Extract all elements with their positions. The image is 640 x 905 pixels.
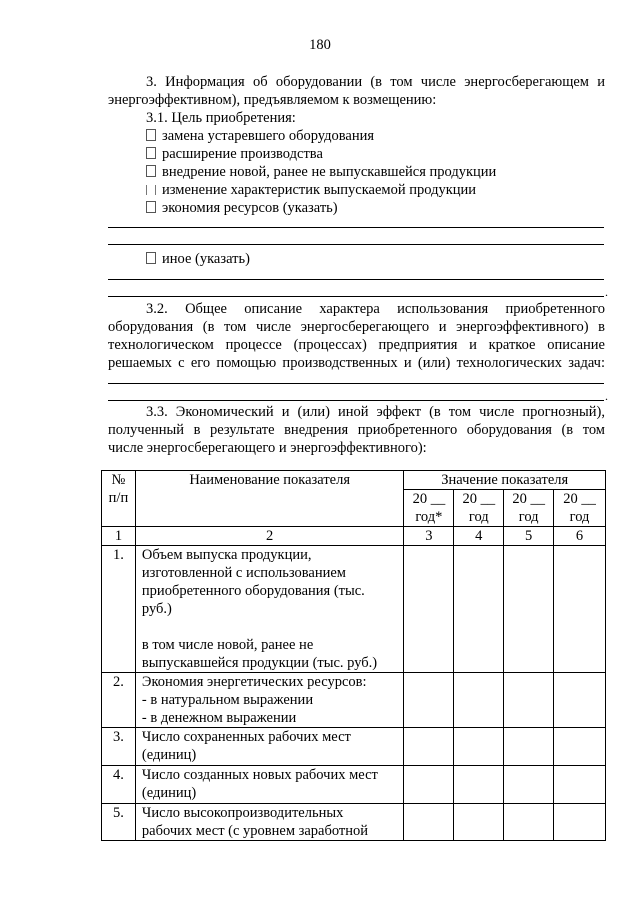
table-row	[102, 546, 606, 673]
fill-in-line[interactable]	[108, 400, 604, 401]
header-year[interactable]	[404, 490, 454, 527]
row-line: Объем выпуска продукции,	[141, 547, 312, 563]
option-label: внедрение новой, ранее не выпускавшейся продукции	[162, 164, 497, 180]
row-number: 3.	[102, 728, 136, 766]
fill-in-line[interactable]	[108, 244, 604, 245]
row-description	[135, 804, 404, 841]
row-line: - в натуральном выражении	[141, 692, 314, 708]
header-value: Значение показателя	[404, 471, 606, 490]
col-number: 4	[454, 527, 504, 546]
fill-in-line[interactable]	[108, 279, 604, 280]
value-cell[interactable]	[504, 673, 554, 728]
row-line: Экономия энергетических ресурсов:	[141, 674, 367, 690]
value-cell[interactable]	[504, 766, 554, 804]
option-expand-production[interactable]	[108, 145, 605, 163]
col-number: 3	[404, 527, 454, 546]
sub31-title: 3.1. Цель приобретения:	[146, 110, 296, 126]
table-row	[102, 804, 606, 841]
option-other[interactable]	[108, 250, 605, 268]
row-line: приобретенного оборудования (тыс.	[141, 583, 365, 599]
year-suffix: год*	[415, 509, 443, 525]
header-num-symbol: №	[111, 472, 126, 488]
value-cell[interactable]	[554, 546, 606, 673]
row-line: (единиц)	[141, 785, 197, 801]
row-description	[135, 546, 404, 673]
fill-in-line[interactable]	[108, 296, 604, 297]
option-label: замена устаревшего оборудования	[162, 128, 375, 144]
header-num	[102, 471, 136, 527]
col-number: 5	[504, 527, 554, 546]
row-line: изготовленной с использованием	[141, 565, 346, 581]
option-label: иное (указать)	[162, 251, 250, 267]
option-label: расширение производства	[162, 146, 323, 162]
value-cell[interactable]	[554, 766, 606, 804]
header-name: Наименование показателя	[135, 471, 404, 527]
row-number: 2.	[102, 673, 136, 728]
row-line: Число высокопроизводительных	[141, 805, 344, 821]
value-cell[interactable]	[404, 546, 454, 673]
header-year[interactable]	[504, 490, 554, 527]
option-replace-equipment[interactable]	[108, 127, 605, 145]
value-cell[interactable]	[404, 673, 454, 728]
year-field[interactable]: 20 __	[462, 491, 496, 507]
row-line: - в денежном выражении	[141, 710, 297, 726]
value-cell[interactable]	[554, 673, 606, 728]
sub33-line: полученный в результате внедрения приобретенного оборудования (в том	[108, 422, 605, 438]
section3-intro: 3. Информация об оборудовании (в том числе энергосберегающем и	[146, 74, 605, 90]
sub32-line: 3.2. Общее описание характера использования приобретенного	[146, 301, 605, 317]
row-line: Число сохраненных рабочих мест	[141, 729, 351, 745]
fill-in-line[interactable]	[108, 227, 604, 228]
row-line: выпускавшейся продукции (тыс. руб.)	[141, 655, 378, 671]
row-line: (единиц)	[141, 747, 197, 763]
row-number: 1.	[102, 546, 136, 673]
row-line: рабочих мест (с уровнем заработной	[141, 823, 369, 839]
year-field[interactable]: 20 __	[412, 491, 446, 507]
option-new-product[interactable]	[108, 163, 605, 181]
col-number: 1	[102, 527, 136, 546]
row-line: Число созданных новых рабочих мест	[141, 767, 378, 783]
checkbox-icon[interactable]	[146, 147, 156, 159]
table-row	[102, 673, 606, 728]
col-number: 2	[135, 527, 404, 546]
row-line	[142, 618, 401, 636]
year-suffix: год	[518, 509, 539, 525]
row-description	[135, 766, 404, 804]
sub33-line: 3.3. Экономический и (или) иной эффект (в том числе прогнозный),	[146, 404, 605, 420]
option-change-characteristics[interactable]	[108, 181, 605, 199]
year-field[interactable]: 20 __	[563, 491, 596, 507]
row-line: в том числе новой, ранее не	[141, 637, 314, 653]
page-number: 180	[309, 37, 331, 53]
table-row	[102, 766, 606, 804]
row-description	[135, 673, 404, 728]
checkbox-icon[interactable]	[146, 185, 156, 195]
checkbox-icon[interactable]	[146, 252, 156, 264]
row-number: 5.	[102, 804, 136, 841]
checkbox-icon[interactable]	[146, 165, 156, 177]
value-cell[interactable]	[454, 546, 504, 673]
sub32-line: решаемых с его помощью производственных и (или) технологических задач:	[108, 355, 605, 371]
row-number: 4.	[102, 766, 136, 804]
year-suffix: год	[468, 509, 489, 525]
value-cell[interactable]	[504, 546, 554, 673]
sub32-line: оборудования (в том числе энергосберегающего и энергоэффективного) в	[108, 319, 605, 335]
value-cell[interactable]	[554, 728, 606, 766]
sub32-line: технологическом процессе (процессах) предприятия и краткое описание	[108, 337, 605, 353]
checkbox-icon[interactable]	[146, 129, 156, 141]
value-cell[interactable]	[454, 673, 504, 728]
row-description	[135, 728, 404, 766]
header-num-abbr: п/п	[108, 490, 129, 506]
header-year[interactable]	[454, 490, 504, 527]
indicators-table	[101, 470, 606, 841]
value-cell[interactable]	[454, 728, 504, 766]
value-cell[interactable]	[404, 804, 454, 841]
value-cell[interactable]	[454, 804, 504, 841]
checkbox-icon[interactable]	[146, 201, 156, 213]
option-label: экономия ресурсов (указать)	[162, 200, 338, 216]
column-numbers-row	[102, 527, 606, 546]
option-resource-saving[interactable]	[108, 199, 605, 217]
year-suffix: год	[569, 509, 590, 525]
value-cell[interactable]	[404, 728, 454, 766]
col-number: 6	[554, 527, 606, 546]
header-year[interactable]	[554, 490, 606, 527]
section3-intro-cont: энергоэффективном), предъявляемом к возмещению:	[108, 92, 437, 108]
value-cell[interactable]	[454, 766, 504, 804]
year-field[interactable]: 20 __	[512, 491, 545, 507]
value-cell[interactable]	[554, 804, 606, 841]
value-cell[interactable]	[404, 766, 454, 804]
fill-in-line[interactable]	[108, 383, 604, 384]
sub33-line: числе энергосберегающего и энергоэффективного):	[108, 440, 427, 456]
option-label: изменение характеристик выпускаемой продукции	[162, 182, 477, 198]
value-cell[interactable]	[504, 804, 554, 841]
table-row	[102, 728, 606, 766]
row-line: руб.)	[141, 601, 172, 617]
value-cell[interactable]	[504, 728, 554, 766]
